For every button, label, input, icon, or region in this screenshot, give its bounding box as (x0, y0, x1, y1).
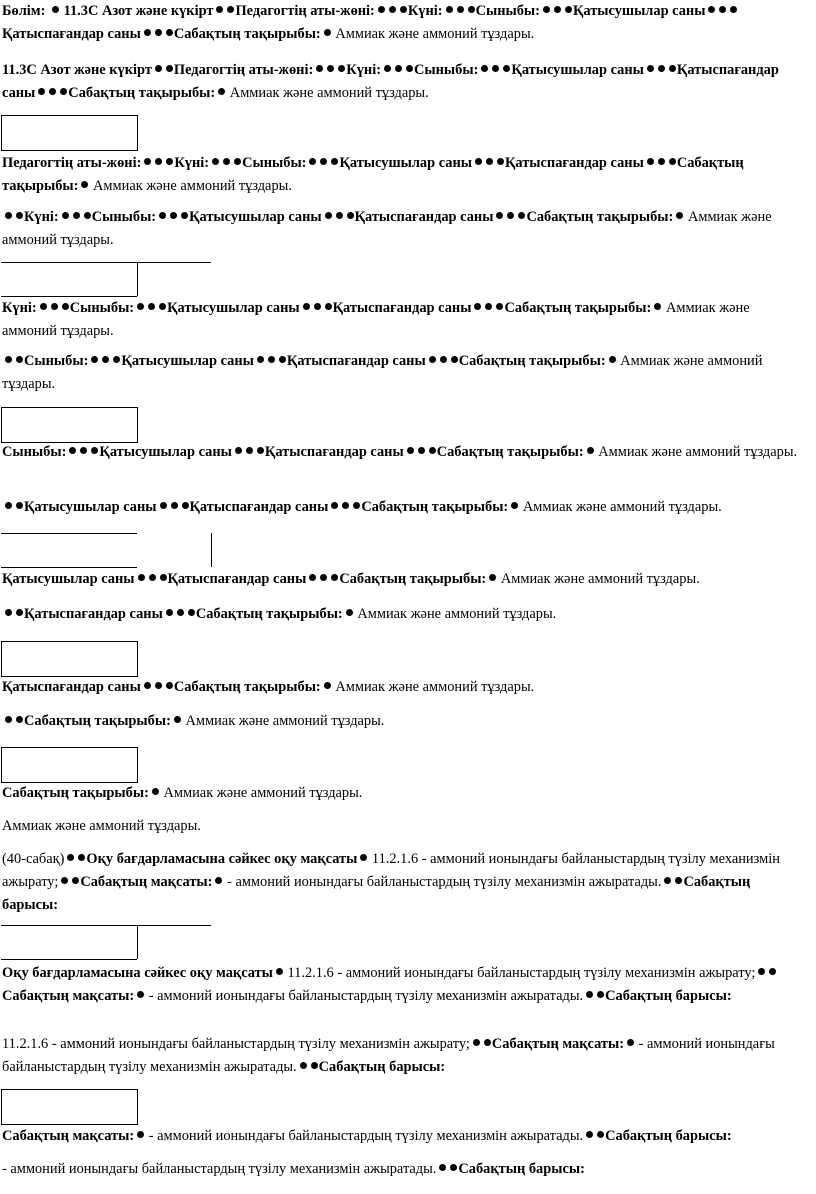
field-label: Қатыспағандар саны (24, 606, 163, 622)
bullet-icon (407, 447, 414, 454)
bullet-icon (144, 682, 151, 689)
bullet-icon (587, 447, 594, 454)
field-value: Аммиак және аммоний тұздары. (159, 785, 363, 801)
paragraph (2, 1033, 808, 1079)
field-label: Сабақтың тақырыбы: (2, 155, 744, 194)
field-label: Қатысушылар саны (99, 444, 232, 460)
bullet-icon (325, 212, 332, 219)
bullet-icon (160, 574, 167, 581)
field-value: Аммиак және аммоний тұздары. (331, 26, 535, 42)
bullet-icon (647, 158, 654, 165)
bullet-icon (669, 65, 676, 72)
paragraph (2, 0, 808, 46)
field-label: Сабақтың тақырыбы: (339, 571, 487, 587)
field-label: Қатыспағандар саны (2, 26, 141, 42)
bullet-icon (489, 574, 496, 581)
field-label: Бөлім: (2, 3, 49, 19)
bullet-icon (309, 574, 316, 581)
bullet-icon (440, 356, 447, 363)
field-label: Сабақтың тақырыбы: (195, 606, 343, 622)
bullet-icon (62, 212, 69, 219)
field-label: Сыныбы: (475, 3, 540, 19)
bullet-icon (446, 6, 453, 13)
field-label: Қатыспағандар саны (167, 571, 307, 587)
bullet-icon (609, 356, 616, 363)
bullet-icon (314, 303, 321, 310)
bullet-icon (300, 1062, 307, 1069)
bullet-icon (257, 356, 264, 363)
paragraph (2, 815, 808, 838)
bullet-icon (406, 65, 413, 72)
bullet-icon (389, 6, 396, 13)
bullet-icon (311, 1062, 318, 1069)
bullet-icon (159, 303, 166, 310)
bullet-icon (554, 6, 561, 13)
field-label: Сабақтың тақырыбы: (458, 353, 606, 369)
bullet-icon (468, 6, 475, 13)
bullet-icon (40, 303, 47, 310)
paragraph (2, 59, 808, 105)
bullet-icon (137, 991, 144, 998)
bullet-icon (166, 158, 173, 165)
field-label: Сабақтың барысы: (605, 1128, 732, 1144)
bullet-icon (324, 682, 331, 689)
bullet-icon (320, 158, 327, 165)
bullet-icon (159, 212, 166, 219)
bullet-icon (669, 158, 676, 165)
field-label: Қатыспағандар саны (264, 444, 404, 460)
bullet-icon (52, 6, 59, 13)
bullet-icon (730, 6, 737, 13)
bullet-icon (276, 968, 283, 975)
field-value: Аммиак және аммоний тұздары. (353, 606, 557, 622)
bullet-icon (166, 682, 173, 689)
bullet-icon (113, 356, 120, 363)
bullet-icon (708, 6, 715, 13)
field-value: 11.2.1.6 - аммоний ионындағы байланыстардың түзілу механизмін ажырату; (2, 1036, 470, 1052)
paragraph (2, 710, 808, 733)
bullet-icon (212, 158, 219, 165)
field-label: Сыныбы: (24, 353, 89, 369)
table-border-line (1, 925, 211, 926)
table-border-line (1, 959, 137, 960)
field-value: Аммиак және аммоний тұздары. (2, 353, 763, 392)
bullet-icon (155, 65, 162, 72)
bullet-icon (597, 1131, 604, 1138)
bullet-icon (676, 212, 683, 219)
field-label: Сабақтың тақырыбы: (2, 785, 149, 801)
paragraph (2, 152, 808, 198)
bullet-icon (218, 88, 225, 95)
bullet-icon (769, 968, 776, 975)
field-label: 11.3С Азот және күкірт (2, 62, 152, 78)
bullet-icon (16, 212, 23, 219)
field-label: Сабақтың тақырыбы: (504, 300, 652, 316)
field-label: Сыныбы: (242, 155, 307, 171)
field-label: Күні: (174, 155, 210, 171)
paragraph (2, 496, 808, 519)
field-label: Сабақтың тақырыбы: (436, 444, 584, 460)
paragraph (2, 568, 808, 591)
bullet-icon (486, 158, 493, 165)
bullet-icon (342, 502, 349, 509)
field-value: Аммиак және аммоний тұздары. (2, 818, 201, 834)
paragraph (2, 676, 808, 699)
bullet-icon (62, 303, 69, 310)
bullet-icon (73, 212, 80, 219)
field-label: Күні: (407, 3, 443, 19)
field-label: Сыныбы: (414, 62, 479, 78)
bullet-icon (216, 6, 223, 13)
bullet-icon (148, 303, 155, 310)
bullet-icon (496, 212, 503, 219)
paragraph (2, 1125, 808, 1148)
bullet-icon (174, 716, 181, 723)
bullet-icon (268, 356, 275, 363)
bullet-icon (473, 1039, 480, 1046)
bullet-icon (481, 65, 488, 72)
field-label: Педагогтің аты-жөні: (235, 3, 375, 19)
field-label: Сабақтың барысы: (2, 874, 751, 913)
field-label: Қатысушылар саны (339, 155, 472, 171)
paragraph (2, 782, 808, 805)
bullet-icon (338, 65, 345, 72)
table-border-line (137, 925, 138, 959)
field-label: 11.3С Азот және күкірт (59, 3, 214, 19)
field-label: Қатыспағандар саны (2, 62, 779, 101)
field-label: Сабақтың тақырыбы: (173, 26, 321, 42)
bullet-icon (166, 65, 173, 72)
bullet-icon (586, 1131, 593, 1138)
field-label: Қатыспағандар саны (354, 209, 494, 225)
bullet-icon (327, 65, 334, 72)
bullet-icon (181, 212, 188, 219)
field-label: Қатысушылар саны (511, 62, 644, 78)
bullet-icon (246, 447, 253, 454)
field-label: Сабақтың тақырыбы: (24, 713, 171, 729)
field-label: Сабақтың мақсаты: (80, 874, 213, 890)
paragraph (2, 962, 808, 1008)
field-label: Педагогтің аты-жөні: (173, 62, 314, 78)
bullet-icon (102, 356, 109, 363)
bullet-icon (586, 991, 593, 998)
bullet-icon (69, 447, 76, 454)
field-label: Сабақтың барысы: (318, 1059, 446, 1075)
bullet-icon (223, 158, 230, 165)
table-border-line (137, 262, 138, 296)
bullet-icon (346, 609, 353, 616)
field-label: Қатыспағандар саны (286, 353, 426, 369)
paragraph (2, 297, 808, 343)
field-label: Сыныбы: (91, 209, 157, 225)
field-value: Аммиак және аммоний тұздары. (519, 499, 722, 515)
field-value: 11.2.1.6 - аммоний ионындағы байланыстардың түзілу механизмін ажырату; (283, 965, 756, 981)
bullet-icon (654, 303, 661, 310)
bullet-icon (503, 65, 510, 72)
bullet-icon (78, 854, 85, 861)
bullet-icon (234, 158, 241, 165)
bullet-icon (80, 447, 87, 454)
bullet-icon (84, 212, 91, 219)
field-label: Қатысушылар саны (121, 353, 254, 369)
bullet-icon (227, 6, 234, 13)
paragraph (2, 206, 808, 252)
field-label: Күні: (2, 300, 37, 316)
bullet-icon (279, 356, 286, 363)
bullet-icon (331, 502, 338, 509)
field-label: Күні: (346, 62, 381, 78)
bullet-icon (155, 682, 162, 689)
bullet-icon (331, 158, 338, 165)
bullet-icon (137, 1131, 144, 1138)
bullet-icon (378, 6, 385, 13)
bullet-icon (16, 356, 23, 363)
bullet-icon (331, 574, 338, 581)
bullet-icon (5, 609, 12, 616)
bullet-icon (485, 303, 492, 310)
table-border-line (211, 533, 212, 567)
bullet-icon (5, 716, 12, 723)
field-value: - аммоний ионындағы байланыстардың түзілу механизмін ажыратады. (145, 988, 584, 1004)
field-label: Сабақтың тақырыбы: (526, 209, 674, 225)
empty-cell-box (1, 407, 138, 443)
bullet-icon (384, 65, 391, 72)
table-border-line (1, 533, 137, 534)
bullet-icon (418, 447, 425, 454)
bullet-icon (664, 877, 671, 884)
field-label: Қатыспағандар саны (504, 155, 644, 171)
field-value: (40-сабақ) (2, 851, 65, 867)
bullet-icon (474, 303, 481, 310)
bullet-icon (457, 6, 464, 13)
bullet-icon (155, 158, 162, 165)
empty-cell-box (1, 747, 138, 783)
bullet-icon (303, 303, 310, 310)
field-label: Сыныбы: (2, 444, 67, 460)
field-label: Сабақтың тақырыбы: (361, 499, 509, 515)
paragraph (2, 350, 808, 396)
bullet-icon (647, 65, 654, 72)
bullet-icon (347, 212, 354, 219)
field-value: - аммоний ионындағы байланыстардың түзілу механизмін ажыратады. (2, 1161, 437, 1177)
bullet-icon (719, 6, 726, 13)
bullet-icon (67, 854, 74, 861)
bullet-icon (91, 356, 98, 363)
field-value: Аммиак және аммоний тұздары. (89, 178, 292, 194)
bullet-icon (61, 877, 68, 884)
bullet-icon (152, 788, 159, 795)
bullet-icon (5, 212, 12, 219)
bullet-icon (257, 447, 264, 454)
bullet-icon (658, 65, 665, 72)
bullet-icon (336, 212, 343, 219)
bullet-icon (353, 502, 360, 509)
field-label: Сабақтың мақсаты: (491, 1036, 625, 1052)
paragraph (2, 1158, 808, 1181)
field-label: Күні: (24, 209, 59, 225)
bullet-icon (518, 212, 525, 219)
bullet-icon (51, 303, 58, 310)
bullet-icon (166, 29, 173, 36)
field-label: Қатысушылар саны (167, 300, 300, 316)
bullet-icon (137, 303, 144, 310)
bullet-icon (565, 6, 572, 13)
field-label: Сабақтың мақсаты: (2, 988, 135, 1004)
field-label: Қатыспағандар саны (332, 300, 472, 316)
bullet-icon (144, 29, 151, 36)
bullet-icon (235, 447, 242, 454)
field-value: 11.2.1.6 - аммоний ионындағы байланыстардың түзілу механизмін ажырату; (2, 851, 780, 890)
field-label: Қатыспағандар саны (189, 499, 329, 515)
bullet-icon (171, 502, 178, 509)
bullet-icon (16, 609, 23, 616)
bullet-icon (658, 158, 665, 165)
field-label: Педагогтің аты-жөні: (2, 155, 142, 171)
bullet-icon (60, 88, 67, 95)
bullet-icon (16, 502, 23, 509)
field-label: Оқу бағдарламасына сәйкес оқу мақсаты (86, 851, 358, 867)
bullet-icon (149, 574, 156, 581)
field-label: Қатысушылар саны (2, 571, 135, 587)
bullet-icon (316, 65, 323, 72)
field-value: Аммиак және аммоний тұздары. (226, 85, 429, 101)
field-value: Аммиак және аммоний тұздары. (181, 713, 385, 729)
bullet-icon (38, 88, 45, 95)
bullet-icon (429, 356, 436, 363)
bullet-icon (496, 303, 503, 310)
field-label: Сабақтың барысы: (458, 1161, 585, 1177)
field-label: Сабақтың барысы: (605, 988, 732, 1004)
empty-cell-box (1, 641, 138, 677)
field-value: Аммиак және аммоний тұздары. (497, 571, 700, 587)
field-label: Қатысушылар саны (189, 209, 322, 225)
bullet-icon (72, 877, 79, 884)
empty-cell-box (1, 1089, 138, 1125)
bullet-icon (492, 65, 499, 72)
bullet-icon (160, 502, 167, 509)
bullet-icon (511, 502, 518, 509)
bullet-icon (16, 716, 23, 723)
bullet-icon (324, 29, 331, 36)
field-value: Аммиак және аммоний тұздары. (331, 679, 535, 695)
bullet-icon (758, 968, 765, 975)
bullet-icon (320, 574, 327, 581)
bullet-icon (484, 1039, 491, 1046)
bullet-icon (177, 609, 184, 616)
bullet-icon (475, 158, 482, 165)
field-label: Сабақтың тақырыбы: (173, 679, 321, 695)
field-label: Сабақтың тақырыбы: (68, 85, 216, 101)
paragraph (2, 603, 808, 626)
field-value: - аммоний ионындағы байланыстардың түзілу механизмін ажыратады. (145, 1128, 584, 1144)
bullet-icon (360, 854, 367, 861)
field-label: Қатысушылар саны (24, 499, 157, 515)
bullet-icon (497, 158, 504, 165)
bullet-icon (81, 181, 88, 188)
empty-cell-box (1, 115, 138, 151)
bullet-icon (49, 88, 56, 95)
bullet-icon (5, 502, 12, 509)
bullet-icon (439, 1164, 446, 1171)
bullet-icon (155, 29, 162, 36)
bullet-icon (675, 877, 682, 884)
field-label: Сабақтың мақсаты: (2, 1128, 135, 1144)
field-value: Аммиак және аммоний тұздары. (594, 444, 798, 460)
bullet-icon (170, 212, 177, 219)
field-value: Аммиак және аммоний тұздары. (2, 300, 750, 339)
bullet-icon (144, 158, 151, 165)
field-label: Қатыспағандар саны (2, 679, 141, 695)
bullet-icon (395, 65, 402, 72)
bullet-icon (309, 158, 316, 165)
bullet-icon (429, 447, 436, 454)
field-label: Сыныбы: (69, 300, 135, 316)
paragraph (2, 441, 808, 464)
field-label: Оқу бағдарламасына сәйкес оқу мақсаты (2, 965, 273, 981)
table-border-line (1, 262, 211, 263)
bullet-icon (5, 356, 12, 363)
bullet-icon (400, 6, 407, 13)
bullet-icon (182, 502, 189, 509)
field-value: - аммоний ионындағы байланыстардың түзілу механизмін ажыратады. (223, 874, 662, 890)
bullet-icon (597, 991, 604, 998)
bullet-icon (507, 212, 514, 219)
bullet-icon (215, 877, 222, 884)
bullet-icon (627, 1039, 634, 1046)
field-value: Аммиак және аммоний тұздары. (2, 209, 772, 248)
bullet-icon (138, 574, 145, 581)
bullet-icon (451, 356, 458, 363)
bullet-icon (325, 303, 332, 310)
bullet-icon (91, 447, 98, 454)
bullet-icon (166, 609, 173, 616)
field-label: Қатысушылар саны (572, 3, 706, 19)
paragraph (2, 848, 808, 917)
bullet-icon (188, 609, 195, 616)
field-value: - аммоний ионындағы байланыстардың түзілу механизмін ажыратады. (2, 1036, 775, 1075)
bullet-icon (543, 6, 550, 13)
bullet-icon (450, 1164, 457, 1171)
